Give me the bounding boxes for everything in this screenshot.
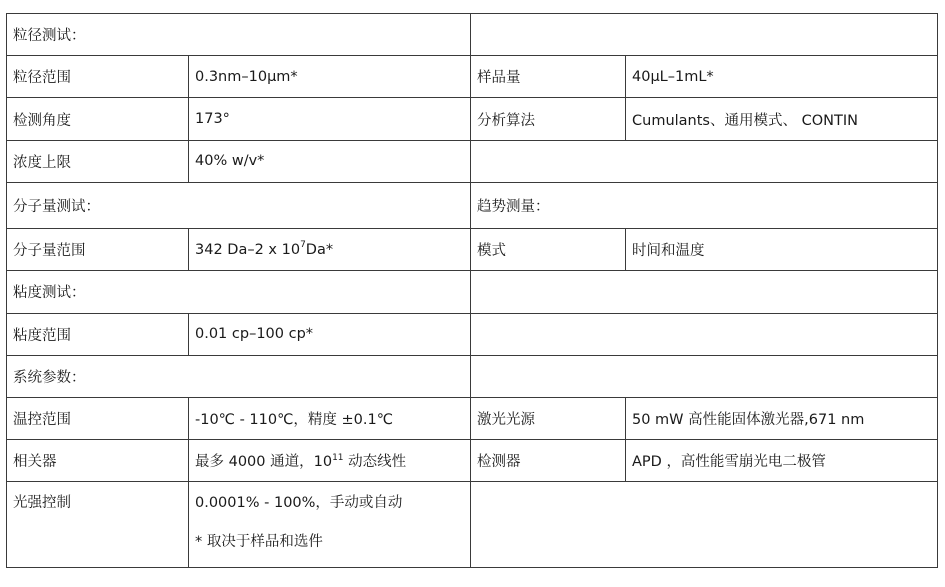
empty-cell: [471, 355, 938, 397]
spec-value: 50 mW 高性能固体激光器,671 nm: [626, 398, 938, 440]
superscript: 11: [332, 452, 344, 463]
spec-label: 检测角度: [7, 98, 189, 140]
spec-value: [189, 440, 471, 482]
table-row: [7, 98, 938, 140]
spec-value: 0.3nm–10μm*: [189, 56, 471, 98]
section-heading: 系统参数：: [7, 355, 471, 397]
spec-table: [6, 13, 938, 568]
section-heading: 粒径测试：: [7, 14, 471, 56]
spec-value: [189, 482, 471, 568]
footnote: * 取决于样品和选件: [195, 534, 323, 551]
table-row: [7, 398, 938, 440]
spec-value: APD ，高性能雪崩光电二极管: [626, 440, 938, 482]
spec-label: 相关器: [7, 440, 189, 482]
empty-cell: [471, 271, 938, 313]
spec-value: [189, 229, 471, 271]
section-heading: 趋势测量：: [471, 182, 938, 228]
empty-cell: [471, 313, 938, 355]
table-row: [7, 182, 938, 228]
spec-label: 粘度范围: [7, 313, 189, 355]
value-text: 最多 4000 通道，10: [195, 454, 333, 471]
spec-value: 40% w/v*: [189, 140, 471, 182]
table-row: [7, 355, 938, 397]
empty-cell: [471, 482, 938, 568]
spec-value: 时间和温度: [626, 229, 938, 271]
value-text: Da*: [305, 241, 334, 258]
spec-label: 温控范围: [7, 398, 189, 440]
spec-label: 检测器: [471, 440, 626, 482]
value-text: 342 Da–2 x 10: [195, 241, 301, 258]
section-heading: 分子量测试：: [7, 182, 471, 228]
spec-label: 浓度上限: [7, 140, 189, 182]
table-row: [7, 482, 938, 568]
table-row: [7, 440, 938, 482]
spec-label: 样品量: [471, 56, 626, 98]
spec-label: 模式: [471, 229, 626, 271]
empty-cell: [471, 140, 938, 182]
table-row: [7, 271, 938, 313]
table-row: [7, 14, 938, 56]
spec-value: -10℃ - 110℃，精度 ±0.1℃: [189, 398, 471, 440]
empty-cell: [471, 14, 938, 56]
value-text: 0.0001% - 100%，手动或自动: [195, 495, 403, 512]
spec-value: Cumulants、通用模式、 CONTIN: [626, 98, 938, 140]
section-heading: 粘度测试：: [7, 271, 471, 313]
spec-value: 40μL–1mL*: [626, 56, 938, 98]
spec-label: 粒径范围: [7, 56, 189, 98]
spec-label: 光强控制: [7, 482, 189, 568]
table-row: [7, 229, 938, 271]
superscript: 7: [300, 239, 306, 250]
table-row: [7, 313, 938, 355]
table-row: [7, 56, 938, 98]
spec-label: 分析算法: [471, 98, 626, 140]
spec-label: 激光光源: [471, 398, 626, 440]
spec-value: 0.01 cp–100 cp*: [189, 313, 471, 355]
table-row: [7, 140, 938, 182]
spec-value: 173°: [189, 98, 471, 140]
spec-label: 分子量范围: [7, 229, 189, 271]
value-text: 动态线性: [343, 454, 407, 471]
